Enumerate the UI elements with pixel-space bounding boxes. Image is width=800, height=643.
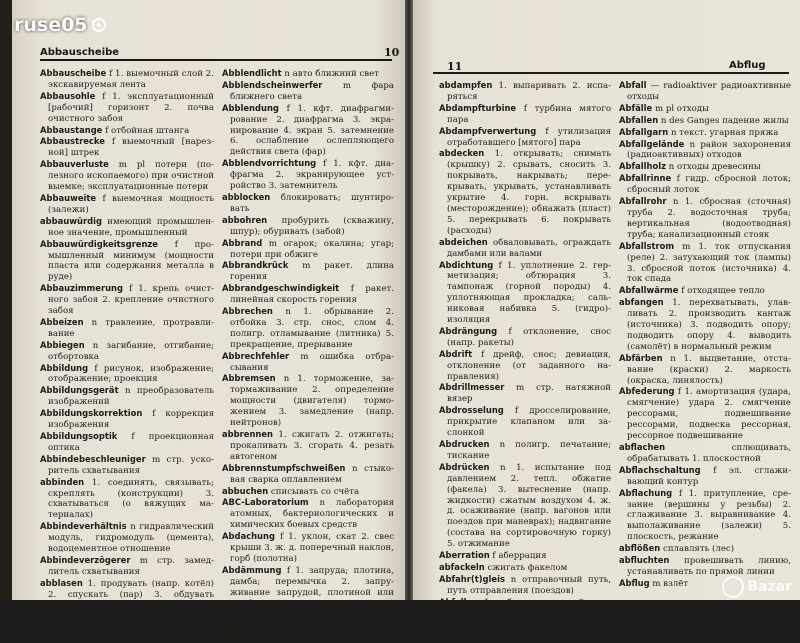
entry-headword: abbuchen xyxy=(222,485,269,496)
entry-headword: abdampfen xyxy=(439,80,493,90)
left-page xyxy=(12,0,405,643)
entry-translation: f дрейф, снос; девиация, отклонение (от заданного направления) xyxy=(447,349,611,382)
entry-headword: abblasen xyxy=(40,577,83,588)
entry-headword: Abbrennstumpfschweißen xyxy=(222,462,346,473)
entry-translation: n авто ближний свет xyxy=(284,69,379,79)
entry-headword: abfangen xyxy=(619,297,664,308)
watermark-bottom xyxy=(722,576,792,598)
entry-translation: n 1. обрывание 2. отбойка 3. стр. снос, слом 4. полигр. отламывание (литника) 5. прекращение, прерывание xyxy=(230,307,395,350)
entry-translation: провешивать линию, устанавливать по прямой линии xyxy=(627,556,791,577)
entry-headword: Abbindeverzögerer xyxy=(40,554,131,565)
dictionary-entry xyxy=(222,531,394,565)
entry-translation: f рисунок, изображение; отображение; проекция xyxy=(48,363,215,385)
entry-headword: Abfallen xyxy=(619,114,659,125)
dictionary-entry xyxy=(222,429,394,463)
dictionary-entry xyxy=(40,283,214,317)
entry-translation: списывать со счёта xyxy=(270,486,360,497)
header-rule xyxy=(40,59,392,61)
dictionary-entry xyxy=(40,477,214,522)
right-header-word: Abflug xyxy=(729,60,766,71)
entry-headword: Abdrücken xyxy=(439,461,490,472)
entry-translation: пробурить (скважину, шпур); обуривать (забой) xyxy=(230,215,394,237)
dictionary-entry xyxy=(40,612,214,624)
entry-translation: n полигр. печатание; тискание xyxy=(447,440,611,461)
entry-translation: f аберрация xyxy=(492,551,547,562)
dictionary-entry xyxy=(222,158,394,192)
entry-headword: Abfallrinne xyxy=(619,173,672,184)
dictionary-entry xyxy=(40,454,214,477)
dictionary-entry xyxy=(619,442,791,465)
dictionary-entry xyxy=(222,306,394,351)
entry-headword: abflachen xyxy=(619,442,666,452)
entry-headword: Abfallwärme xyxy=(619,285,679,296)
entry-translation: m взлёт xyxy=(652,578,689,589)
entry-translation: f 1. выемочный слой 2. экскавируемая лента xyxy=(48,69,215,90)
entry-headword: Abdrift xyxy=(439,348,473,359)
entry-translation: f ракет. линейная скорость горения xyxy=(230,284,395,306)
dictionary-entry xyxy=(40,555,214,578)
entry-headword: Abfall xyxy=(619,80,647,90)
dictionary-entry xyxy=(40,68,214,91)
dictionary-entry xyxy=(439,550,611,562)
entry-headword: Aberration xyxy=(439,550,490,561)
entry-headword: Abbildungskorrektion xyxy=(40,408,143,419)
book-gutter xyxy=(405,0,413,600)
dictionary-entry xyxy=(619,285,791,297)
dictionary-entry xyxy=(619,173,791,196)
dictionary-entry xyxy=(40,340,214,363)
entry-translation: m огарок; окалина; угар; потери при обжиге xyxy=(230,238,394,260)
dictionary-entry xyxy=(619,127,791,139)
dictionary-entry xyxy=(619,488,791,544)
entry-translation: m pl потери (полезного ископаемого) при очистной выемке; эксплуатационные потери xyxy=(48,160,214,193)
entry-translation: f выемочный [нарезной] штрек xyxy=(48,137,214,159)
right-column-1 xyxy=(439,80,611,630)
entry-translation: n продувочный клапан xyxy=(107,612,212,623)
entry-headword: Abdrillmesser xyxy=(439,382,505,393)
dictionary-entry xyxy=(439,439,611,462)
dictionary-entry xyxy=(222,260,394,283)
entry-translation: f турбина мятого пара xyxy=(447,103,612,125)
entry-translation: — radioaktiver радиоактивные отходы xyxy=(627,81,791,102)
dictionary-entry xyxy=(439,405,611,439)
entry-headword: Abfall xyxy=(439,596,467,607)
right-page xyxy=(413,0,800,630)
entry-headword: abflößen xyxy=(619,543,661,554)
entry-translation: сжигать факелом xyxy=(487,562,568,573)
entry-translation: f 1. уплотнение 2. герметизация; обтюрация 3. тампонаж (горной породы) 4. уплотняющая прокладка; сальниковая набивка 5. (гидро)изоляция xyxy=(447,260,611,326)
entry-headword: Abbeizen xyxy=(40,316,84,327)
entry-headword: Abbauverluste xyxy=(40,159,109,170)
dictionary-entry xyxy=(439,562,611,574)
entry-headword: Abbindebeschleuniger xyxy=(40,453,146,464)
entry-headword: Abbrand xyxy=(222,237,263,248)
entry-translation: f эл. сглаживающий контур xyxy=(627,465,792,487)
entry-headword: Abbildungsoptik xyxy=(40,431,118,441)
dictionary-entry xyxy=(439,126,611,149)
dictionary-entry xyxy=(222,463,394,486)
entry-headword: Abdichtung xyxy=(439,259,494,270)
entry-headword: Abblendscheinwerfer xyxy=(222,79,323,90)
dictionary-entry xyxy=(40,578,214,612)
entry-translation: m стр. замедлитель схватывания xyxy=(48,555,214,577)
dictionary-entry xyxy=(439,237,611,260)
entry-translation: 1. сжигать 2. отжигать; прокаливать 3. сгорать 4. резать автогеном xyxy=(230,430,394,462)
entry-headword: Abdampf xyxy=(222,620,265,631)
entry-headword: Abdampfverwertung xyxy=(439,125,537,136)
dictionary-entry xyxy=(619,353,791,387)
dictionary-entry xyxy=(439,148,611,236)
entry-translation: f отбойная штанга xyxy=(105,125,190,136)
entry-headword: Abbindeverhältnis xyxy=(40,521,127,532)
entry-translation: n травление, протравливание xyxy=(48,317,215,339)
left-header-word: Abbauscheibe xyxy=(40,47,120,58)
entry-translation: n 1. испытание под давлением 2. тепл. обжатие (факела) 3. вытеснение (напр. жидкости) сжатым воздухом 4. ж. д. осаживание (напр. вагонов или поездов при маневрах); надвигание (состава на сортировочную горку) 5. отжимание xyxy=(447,462,612,550)
entry-headword: Abbrandkrück xyxy=(222,260,289,271)
entry-translation: n район захоронения (радиоактивных) отходов xyxy=(627,139,791,161)
entry-headword: Abdrosselung xyxy=(439,405,504,416)
entry-headword: Abfallholz xyxy=(619,161,666,172)
dictionary-entry xyxy=(619,297,791,353)
entry-translation: n 1. сбросная (сточная) труба 2. водосточная труба; вертикальная (водоотводная) труба; канализационный стояк xyxy=(627,197,791,240)
entry-translation: f 1. кфт. диафрагмирование 2. диафрагма 3. экранирование 4. экран 5. затемнение 6. ослабление ослепляющего действия света (фар) xyxy=(230,103,394,158)
entry-translation: сплющивать, обрабатывать 1. плоскостной xyxy=(627,443,791,464)
watermark-text: ruse05 xyxy=(14,14,88,36)
entry-headword: Abblendung xyxy=(222,102,279,113)
dictionary-entry xyxy=(40,363,214,386)
entry-headword: Abfahr(t)gleis xyxy=(439,573,505,584)
dictionary-entry xyxy=(222,497,394,531)
entry-translation: f 1. притупление, срезание (вершины у резьбы) 2. сглаживание 3. выравнивание 4. выполаживание (залежи) 5. плоскость, режание xyxy=(627,488,791,543)
dictionary-entry xyxy=(40,136,214,159)
entry-headword: Abblendvorrichtung xyxy=(222,158,317,169)
entry-translation: m стр. натяжной вязер xyxy=(447,383,612,405)
entry-translation: n гидравлический модуль, гидромодуль (цемента), водоцементное отношение xyxy=(48,522,214,555)
dictionary-entry xyxy=(619,196,791,241)
entry-headword: Abbauweite xyxy=(40,192,97,203)
dictionary-entry xyxy=(40,125,214,137)
entry-translation: n лаборатория атомных, бактериологических и химических боевых средств xyxy=(230,498,395,531)
entry-translation: сплавлять (лес) xyxy=(663,544,735,555)
dictionary-entry xyxy=(40,239,214,284)
dictionary-entry xyxy=(222,620,394,643)
entry-translation: m стр. ускоритель схватывания xyxy=(48,454,215,476)
entry-headword: Abbauzimmerung xyxy=(40,283,124,294)
entry-translation: f 1. амортизация (удара, смягчение) удара 2. смягчение рессорами, подвешивание рессорами, подвеска рессорная, рессорное подвешивание xyxy=(627,387,791,442)
dictionary-entry xyxy=(40,521,214,555)
entry-translation: f 1. эксплуатационный [рабочий] горизонт 2. почва очистного забоя xyxy=(48,91,214,124)
dictionary-entry xyxy=(619,103,791,115)
entry-headword: Abflug xyxy=(619,577,650,588)
entry-headword: Abbaustrecke xyxy=(40,136,105,147)
entry-headword: abblocken xyxy=(222,191,271,202)
entry-headword: Abbrechen xyxy=(222,306,273,317)
entry-translation: имеющий промышленное значение, промышленный xyxy=(48,216,214,238)
entry-translation: m ракет. длина горения xyxy=(230,261,394,283)
entry-translation: 1. открывать; снимать (крышку) 2. срывать, сносить 3. покрывать, накрывать; перекрывать, укрывать, устанавливать укрытие 4. горн. вскрывать (месторождение); обнажать (пласт) 5. перекрывать 6. покрывать (расходы) xyxy=(447,149,611,236)
dictionary-entry xyxy=(619,115,791,127)
entry-headword: Abbildung xyxy=(40,362,89,373)
left-page-number: 10 xyxy=(384,46,400,59)
entry-headword: Abfallstrom xyxy=(619,240,675,251)
entry-headword: Abbrandgeschwindigkeit xyxy=(222,283,340,294)
entry-translation: обваловывать, ограждать дамбами или валами xyxy=(447,237,611,259)
dictionary-entry xyxy=(40,91,214,125)
entry-translation: f отходящее тепло xyxy=(681,286,765,297)
dictionary-entry xyxy=(439,103,611,126)
entry-headword: abbauwürdig xyxy=(40,215,102,226)
dictionary-entry xyxy=(619,555,791,578)
entry-headword: Abfallrohr xyxy=(619,196,667,207)
entry-headword: Abfärben xyxy=(619,352,663,363)
entry-translation: f 1. уклон, скат 2. свес крыши 3. ж. д. поперечный наклон, горб (полотна) xyxy=(230,532,395,564)
entry-headword: Abfederung xyxy=(619,386,675,397)
left-column-1 xyxy=(40,68,214,623)
entry-translation: n des Ganges падение жилы xyxy=(660,115,789,126)
dictionary-entry xyxy=(619,543,791,555)
entry-headword: Abbremsen xyxy=(222,373,276,384)
entry-headword: Abbauwürdigkeitsgrenze xyxy=(40,238,158,249)
watermark-logo xyxy=(14,14,106,36)
entry-headword: abfackeln xyxy=(439,561,485,572)
entry-headword: Abflachung xyxy=(619,487,673,498)
dictionary-entry xyxy=(222,68,394,80)
entry-headword: abbinden xyxy=(40,476,85,487)
entry-headword: Abdämmung xyxy=(222,564,282,575)
entry-translation: n преобразователь изображений xyxy=(48,386,215,408)
dictionary-entry xyxy=(619,139,791,162)
dictionary-entry xyxy=(222,192,394,215)
book-spine xyxy=(0,0,12,600)
entry-headword: Abbildungsgerät xyxy=(40,385,119,396)
entry-translation: n текст. угарная пряжа xyxy=(671,127,779,138)
dictionary-entry xyxy=(222,80,394,103)
dictionary-entry xyxy=(222,103,394,159)
entry-headword: Abblaseventil xyxy=(40,611,105,622)
entry-translation: f гидр. сбросной лоток; сбросный лоток xyxy=(627,174,792,196)
dictionary-entry xyxy=(222,238,394,261)
entry-translation: 1. соединять, связывать; скреплять (конструкции) 3. схватываться (о вяжущих материалах) xyxy=(48,477,214,521)
dictionary-entry xyxy=(222,283,394,306)
entry-translation: 1. продувать (напр. котёл) 2. спускать (пар) 3. обдувать (пескоструйным аппаратом) xyxy=(48,578,214,611)
dictionary-entry xyxy=(40,408,214,431)
bazar-logo-icon xyxy=(722,576,744,598)
dictionary-entry xyxy=(222,565,394,621)
header-rule xyxy=(433,72,789,74)
dictionary-entry xyxy=(40,431,214,454)
entry-translation: f 1. запруда; плотина, дамба; перемычка 2. запруживание запрудой, плотиной или дамбой 3. горн. изоляция (пожара) 4. (тепло)изоляция xyxy=(230,565,394,620)
entry-translation: n 1. торможение, затормаживание 2. определение мощности (двигателя) торможением 3. замедление (напр. нейтронов) xyxy=(230,374,394,429)
entry-headword: Abdrängung xyxy=(439,325,498,336)
entry-headword: Abfallgelände xyxy=(619,138,685,149)
entry-headword: abbohren xyxy=(222,214,268,225)
watermark-bottom-text: Bazar xyxy=(747,579,792,595)
entry-headword: Abblendlicht xyxy=(222,68,282,78)
entry-translation: m ошибка отбрасывания xyxy=(230,351,394,373)
entry-headword: Abdachung xyxy=(222,531,275,542)
entry-headword: Abbiegen xyxy=(40,339,85,350)
entry-headword: Abfallgarn xyxy=(619,126,669,137)
entry-translation: f дросселирование, прикрытие клапаном или заслонкой xyxy=(447,406,611,439)
entry-translation: n 1. выцветание, отставание (краски) 2. маркость (окраска, линялость) xyxy=(627,353,792,386)
dictionary-entry xyxy=(222,215,394,238)
entry-headword: Abbrechfehler xyxy=(222,350,290,361)
dictionary-entry xyxy=(222,373,394,429)
dictionary-entry xyxy=(439,326,611,349)
dictionary-entry xyxy=(40,193,214,216)
entry-headword: Abdrucken xyxy=(439,439,490,449)
entry-translation: f 1. кфт. диафрагма 2. экранирующее устройство 3. затемнитель xyxy=(230,159,394,192)
entry-headword: Abbauscheibe xyxy=(40,68,107,78)
entry-headword: Abdampfturbine xyxy=(439,102,517,113)
entry-translation: f отклонение, снос (напр. ракеты) xyxy=(447,326,611,348)
dictionary-entry xyxy=(40,317,214,340)
entry-headword: abfluchten xyxy=(619,555,670,566)
entry-headword: Abbausohle xyxy=(40,90,96,101)
entry-headword: abdeichen xyxy=(439,236,488,247)
entry-headword: ABC-Laboratorium xyxy=(222,497,309,508)
entry-headword: Abflachschaltung xyxy=(619,464,701,475)
dictionary-entry xyxy=(439,574,611,597)
entry-translation: m фара ближнего света xyxy=(230,80,394,102)
entry-translation: 1. перехватывать, улавливать 2. производить кантаж (источника) 3. подводить опору; подводить опору 4. выводить (самолёт) в нормальный режим xyxy=(627,298,792,352)
dictionary-entry xyxy=(619,80,791,103)
dictionary-entry xyxy=(40,216,214,239)
dictionary-entry xyxy=(619,386,791,442)
entry-headword: abbrennen xyxy=(222,429,274,439)
entry-headword: Abbaustange xyxy=(40,124,103,135)
entry-translation: n отправочный путь, путь отправления (поездов) xyxy=(447,574,612,596)
entry-translation: f утилизация отработавшего [мятого] пара xyxy=(447,126,611,148)
dictionary-entry xyxy=(619,465,791,488)
entry-translation: m 1. ток отпускания (реле) 2. затухающий ток (лампы) 3. сбросной поток (источника) 4. ток спада xyxy=(627,241,792,285)
entry-headword: abdecken xyxy=(439,148,485,159)
entry-translation: m отработавший [мятый] пар xyxy=(230,621,394,643)
dictionary-entry xyxy=(439,382,611,405)
entry-translation: f выемочная мощность (залежи) xyxy=(48,193,215,215)
dictionary-entry xyxy=(222,486,394,498)
dictionary-entry xyxy=(439,260,611,326)
dictionary-entry xyxy=(439,80,611,103)
entry-headword: Abfälle xyxy=(619,102,653,113)
entry-translation: f коррекция изображения xyxy=(48,409,215,431)
dictionary-entry xyxy=(619,161,791,173)
dictionary-entry xyxy=(439,597,611,631)
right-column-2 xyxy=(619,80,791,590)
dictionary-entry xyxy=(619,241,791,286)
dictionary-entry xyxy=(40,385,214,408)
entry-translation: n отходы древесины xyxy=(668,162,761,173)
dictionary-entry xyxy=(40,159,214,193)
location-pin-icon xyxy=(92,18,106,32)
dictionary-entry xyxy=(222,351,394,374)
right-page-number: 11 xyxy=(447,60,463,73)
entry-translation: 1. выпаривать 2. испаряться xyxy=(447,81,612,102)
dictionary-entry xyxy=(439,462,611,550)
entry-translation: n загибание, отгибание; отбортовка xyxy=(48,340,214,362)
dictionary-entry xyxy=(439,349,611,383)
entry-translation: блокировать; шунтировать xyxy=(230,192,394,214)
entry-translation: f 1. крепь очистного забоя 2. крепление очистного забоя xyxy=(48,284,214,317)
entry-translation: n стыковая сварка оплавлением xyxy=(230,463,394,485)
entry-translation: m 1. отбросы; отходы 2. мет. скрап 3. спад; падение 4. спад(ание); падение, снижение xyxy=(447,597,611,630)
left-column-2 xyxy=(222,68,394,643)
entry-translation: f промышленный минимум (мощности пласта или содержания металла в руде) xyxy=(48,239,214,283)
entry-translation: f проекционная оптика xyxy=(48,432,214,453)
entry-translation: m pl отходы xyxy=(654,103,709,114)
